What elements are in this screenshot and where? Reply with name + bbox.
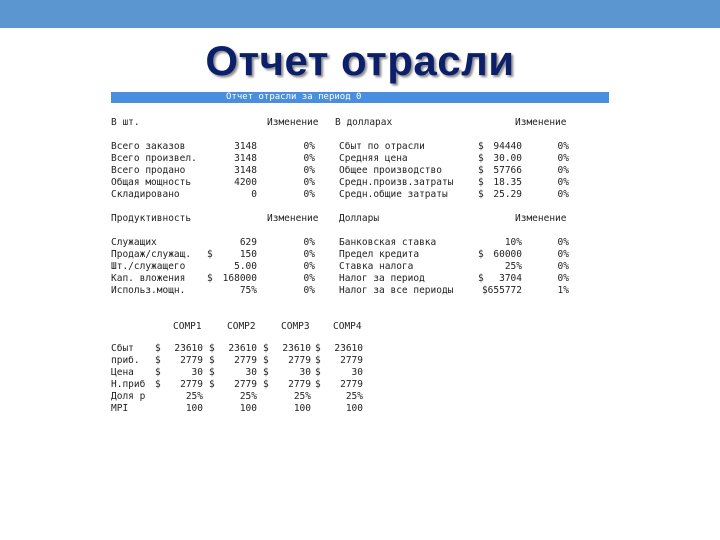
comp-value: 2779 — [234, 379, 257, 390]
currency-sign: $ — [209, 355, 215, 366]
stat-change: 0% — [303, 141, 315, 152]
stat-value: 3148 — [234, 141, 257, 152]
comp-value: 23610 — [228, 343, 257, 354]
comp-value: 100 — [185, 403, 203, 414]
comp-value: 100 — [293, 403, 311, 414]
comp-value: 2779 — [288, 355, 311, 366]
stat-value: 94440 — [493, 141, 522, 152]
comp-row-label: Сбыт — [111, 343, 134, 354]
stat-label: Складировано — [111, 189, 180, 200]
comp-value: 2779 — [340, 355, 363, 366]
stat-value: 150 — [239, 249, 257, 260]
dollars-header: В долларах — [335, 117, 393, 128]
stat-label: Средн.произв.затраты — [339, 177, 454, 188]
comp-row-label: Цена — [111, 367, 134, 378]
stat-label: Ставка налога — [339, 261, 414, 272]
stat-change: 0% — [303, 285, 315, 296]
currency-sign: $ — [478, 189, 484, 200]
comp-value: 25% — [345, 391, 363, 402]
currency-sign: $ — [209, 367, 215, 378]
stat-value: 3148 — [234, 165, 257, 176]
comp-value: 2779 — [340, 379, 363, 390]
comp-row-label: Н.приб — [111, 379, 146, 390]
comp-value: 2779 — [288, 379, 311, 390]
stat-change: 0% — [557, 237, 569, 248]
currency-sign: $ — [478, 165, 484, 176]
currency-sign: $ — [155, 379, 161, 390]
stat-value: 25.29 — [493, 189, 522, 200]
stat-label: Налог за все периоды — [339, 285, 454, 296]
stat-value: 10% — [504, 237, 522, 248]
stat-label: Кап. вложения — [111, 273, 186, 284]
stat-value: 5.00 — [234, 261, 257, 272]
comp-value: 2779 — [234, 355, 257, 366]
currency-sign: $ — [315, 343, 321, 354]
stat-label: Продаж/служащ. — [111, 249, 192, 260]
stat-value: 25% — [504, 261, 522, 272]
stat-change: 0% — [557, 165, 569, 176]
currency-sign: $ — [207, 249, 213, 260]
currency-sign: $ — [155, 355, 161, 366]
stat-label: Средн.общие затраты — [339, 189, 448, 200]
report-header-text: Отчет отрасли за период 0 — [226, 92, 362, 102]
comp-value: 2779 — [180, 379, 203, 390]
comp-value: 30 — [351, 367, 363, 378]
currency-sign: $ — [478, 177, 484, 188]
comp-value: 2779 — [180, 355, 203, 366]
stat-change: 0% — [557, 261, 569, 272]
currency-sign: $ — [263, 379, 269, 390]
slide-title: Отчет отрасли — [205, 37, 515, 84]
comp-value: 30 — [191, 367, 203, 378]
currency-sign: $ — [207, 273, 213, 284]
stat-change: 0% — [303, 249, 315, 260]
stat-change: 0% — [303, 177, 315, 188]
stat-change: 0% — [557, 153, 569, 164]
change-header: Изменение — [267, 213, 319, 224]
stat-change: 0% — [303, 261, 315, 272]
currency-sign: $ — [263, 343, 269, 354]
currency-sign: $ — [155, 343, 161, 354]
change-header: Изменение — [267, 117, 319, 128]
currency-sign: $ — [263, 355, 269, 366]
stat-label: Средняя цена — [339, 153, 408, 164]
stat-change: 0% — [557, 273, 569, 284]
productivity-header: Продуктивность — [111, 213, 192, 224]
stat-value: 4200 — [234, 177, 257, 188]
stat-change: 0% — [303, 189, 315, 200]
stat-change: 0% — [557, 249, 569, 260]
stat-value: 3148 — [234, 153, 257, 164]
stat-label: Банковская ставка — [339, 237, 437, 248]
currency-sign: $ — [478, 141, 484, 152]
currency-sign: $ — [315, 367, 321, 378]
comp-value: 30 — [245, 367, 257, 378]
comp-value: 100 — [345, 403, 363, 414]
currency-sign: $ — [315, 355, 321, 366]
stat-label: Общее производство — [339, 165, 442, 176]
stat-label: Общая мощность — [111, 177, 192, 188]
comp-column-header: COMP4 — [333, 321, 362, 332]
currency-sign: $ — [263, 367, 269, 378]
currency-sign: $ — [209, 379, 215, 390]
comp-column-header: COMP3 — [281, 321, 310, 332]
report-header-bar — [111, 92, 609, 103]
currency-sign: $ — [209, 343, 215, 354]
currency-sign: $ — [315, 379, 321, 390]
stat-change: 0% — [303, 273, 315, 284]
stat-change: 0% — [557, 141, 569, 152]
stat-value: 3704 — [499, 273, 522, 284]
stat-change: 0% — [303, 165, 315, 176]
stat-label: Всего заказов — [111, 141, 186, 152]
stat-value: 629 — [239, 237, 257, 248]
comp-column-header: COMP2 — [227, 321, 256, 332]
stat-value: $655772 — [481, 285, 522, 296]
comp-value: 23610 — [174, 343, 203, 354]
comp-value: 25% — [239, 391, 257, 402]
stat-value: 60000 — [493, 249, 522, 260]
comp-value: 23610 — [334, 343, 363, 354]
comp-row-label: приб. — [111, 355, 140, 366]
stat-change: 0% — [557, 189, 569, 200]
stat-value: 18.35 — [493, 177, 522, 188]
change-header: Изменение — [515, 213, 567, 224]
stat-label: Служащих — [111, 237, 157, 248]
stat-label: Использ.мощн. — [111, 285, 186, 296]
industry-report — [111, 89, 609, 429]
stat-label: Шт./служащего — [111, 261, 186, 272]
comp-value: 100 — [239, 403, 257, 414]
stat-change: 0% — [303, 153, 315, 164]
stat-change: 0% — [303, 237, 315, 248]
stat-change: 0% — [557, 177, 569, 188]
units-header: В шт. — [111, 117, 140, 128]
stat-value: 57766 — [493, 165, 522, 176]
currency-sign: $ — [478, 249, 484, 260]
stat-label: Всего продано — [111, 165, 186, 176]
currency-sign: $ — [478, 273, 484, 284]
dollars-header: Доллары — [339, 213, 380, 224]
comp-column-header: COMP1 — [173, 321, 202, 332]
comp-value: 23610 — [282, 343, 311, 354]
stat-value: 75% — [239, 285, 257, 296]
stat-label: Всего произвел. — [111, 153, 197, 164]
comp-value: 25% — [185, 391, 203, 402]
stat-value: 168000 — [222, 273, 257, 284]
top-banner — [0, 0, 720, 28]
comp-value: 25% — [293, 391, 311, 402]
stat-change: 1% — [557, 285, 569, 296]
comp-value: 30 — [299, 367, 311, 378]
stat-label: Предел кредита — [339, 249, 420, 260]
comp-row-label: Доля р — [111, 391, 146, 402]
stat-value: 0 — [251, 189, 257, 200]
stat-label: Сбыт по отрасли — [339, 141, 425, 152]
currency-sign: $ — [155, 367, 161, 378]
stat-label: Налог за период — [339, 273, 425, 284]
stat-value: 30.00 — [493, 153, 522, 164]
currency-sign: $ — [478, 153, 484, 164]
comp-row-label: МРІ — [111, 403, 129, 414]
change-header: Изменение — [515, 117, 567, 128]
